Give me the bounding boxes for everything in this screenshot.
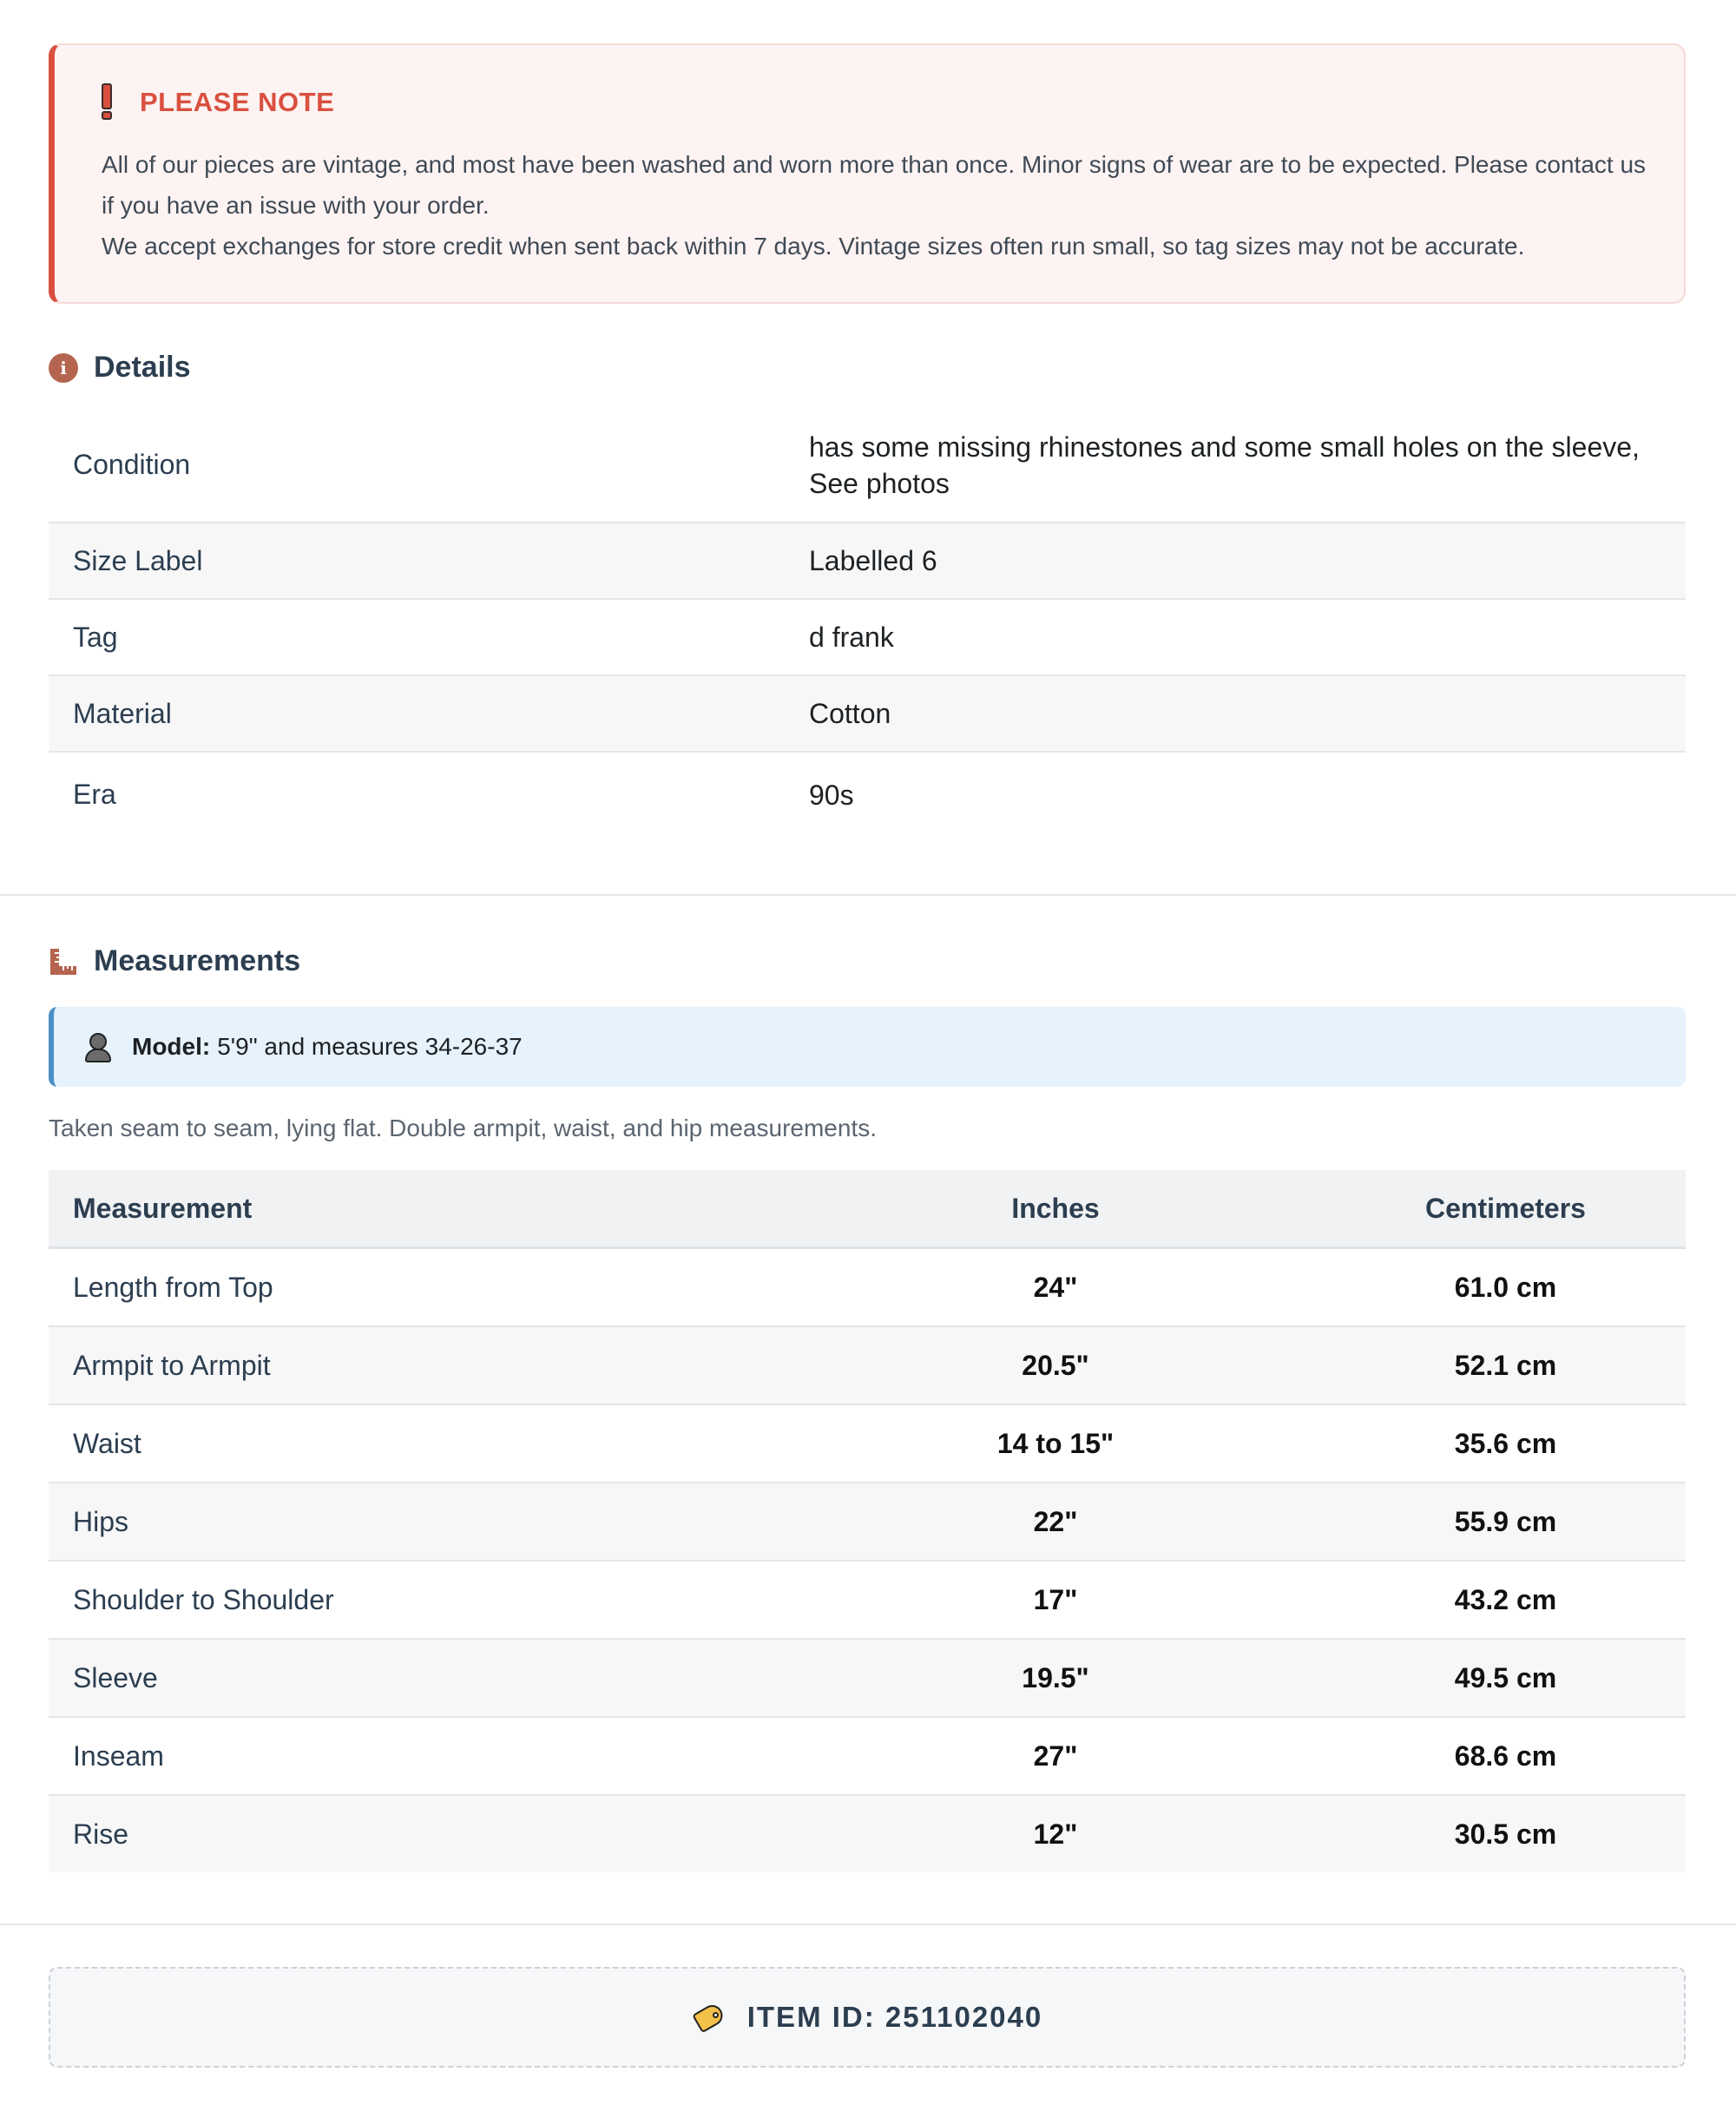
- table-row: [49, 1717, 1686, 1795]
- table-row: [49, 1404, 1686, 1483]
- measurement-cm: 55.9 cm: [1325, 1483, 1686, 1561]
- measurements-heading: [49, 944, 300, 978]
- ruler-icon: [49, 947, 78, 977]
- table-row: [49, 675, 1686, 752]
- item-id-box: [49, 1967, 1686, 2068]
- measurement-inches: 27": [786, 1717, 1325, 1795]
- measurements-table: [49, 1170, 1686, 1872]
- notice-header: [98, 83, 334, 122]
- table-row: [49, 752, 1686, 837]
- measurement-name: Waist: [49, 1404, 786, 1483]
- tag-icon: [692, 2002, 727, 2033]
- model-label: Model:: [132, 1033, 211, 1060]
- measurement-name: Hips: [49, 1483, 786, 1561]
- table-row: [49, 408, 1686, 523]
- measurement-cm: 61.0 cm: [1325, 1248, 1686, 1327]
- notice-paragraph-1: All of our pieces are vintage, and most have been washed and worn more than once. Minor signs of wear are to be expected. Please contact us if you have an issue with your order.: [102, 151, 1647, 219]
- model-text: 5'9" and measures 34-26-37: [217, 1033, 523, 1060]
- measurement-cm: 52.1 cm: [1325, 1326, 1686, 1404]
- exclamation-icon: [98, 83, 117, 122]
- measurement-inches: 22": [786, 1483, 1325, 1561]
- measurement-name: Rise: [49, 1795, 786, 1872]
- table-row: [49, 1248, 1686, 1327]
- measurement-inches: 20.5": [786, 1326, 1325, 1404]
- measurement-note: Taken seam to seam, lying flat. Double armpit, waist, and hip measurements.: [49, 1115, 877, 1141]
- measurement-name: Armpit to Armpit: [49, 1326, 786, 1404]
- detail-label: Tag: [49, 599, 785, 675]
- details-heading: [49, 351, 191, 385]
- details-table: [49, 408, 1686, 837]
- measurement-inches: 14 to 15": [786, 1404, 1325, 1483]
- measurement-inches: 19.5": [786, 1639, 1325, 1717]
- column-header: Centimeters: [1325, 1170, 1686, 1248]
- notice-title: PLEASE NOTE: [140, 87, 335, 117]
- detail-value: Labelled 6: [785, 523, 1686, 599]
- please-note-box: [49, 43, 1686, 304]
- detail-value: Cotton: [785, 675, 1686, 752]
- detail-value: 90s: [809, 779, 854, 811]
- table-row: [49, 1326, 1686, 1404]
- detail-label: Size Label: [49, 523, 785, 599]
- measurement-name: Length from Top: [49, 1248, 786, 1327]
- measurement-cm: 68.6 cm: [1325, 1717, 1686, 1795]
- detail-label: Era: [73, 779, 116, 810]
- measurement-inches: 12": [786, 1795, 1325, 1872]
- measurement-inches: 17": [786, 1561, 1325, 1639]
- detail-value: has some missing rhinestones and some small holes on the sleeve, See photos: [785, 408, 1686, 523]
- notice-paragraph-2: We accept exchanges for store credit when sent back within 7 days. Vintage sizes often run small, so tag sizes may not be accurate.: [102, 233, 1525, 260]
- measurement-cm: 35.6 cm: [1325, 1404, 1686, 1483]
- detail-value: d frank: [785, 599, 1686, 675]
- model-info-box: [49, 1007, 1686, 1087]
- table-row: [49, 599, 1686, 675]
- measurement-cm: 49.5 cm: [1325, 1639, 1686, 1717]
- measurements-title: Measurements: [94, 944, 301, 977]
- item-id-text: ITEM ID: 251102040: [746, 2001, 1043, 2033]
- info-icon: i: [49, 353, 78, 383]
- table-row: [49, 523, 1686, 599]
- section-divider: [0, 1924, 1736, 1925]
- table-header-row: [49, 1170, 1686, 1248]
- person-icon: [83, 1031, 113, 1062]
- details-title: Details: [94, 351, 191, 384]
- measurement-name: Shoulder to Shoulder: [49, 1561, 786, 1639]
- column-header: Inches: [786, 1170, 1325, 1248]
- column-header: Measurement: [49, 1170, 786, 1248]
- section-divider: [0, 894, 1736, 896]
- table-row: [49, 1795, 1686, 1872]
- measurement-cm: 43.2 cm: [1325, 1561, 1686, 1639]
- table-row: [49, 1483, 1686, 1561]
- detail-label: Material: [49, 675, 785, 752]
- table-row: [49, 1561, 1686, 1639]
- measurement-name: Sleeve: [49, 1639, 786, 1717]
- measurement-cm: 30.5 cm: [1325, 1795, 1686, 1872]
- measurement-name: Inseam: [49, 1717, 786, 1795]
- detail-label: Condition: [49, 408, 785, 523]
- table-row: [49, 1639, 1686, 1717]
- measurement-inches: 24": [786, 1248, 1325, 1327]
